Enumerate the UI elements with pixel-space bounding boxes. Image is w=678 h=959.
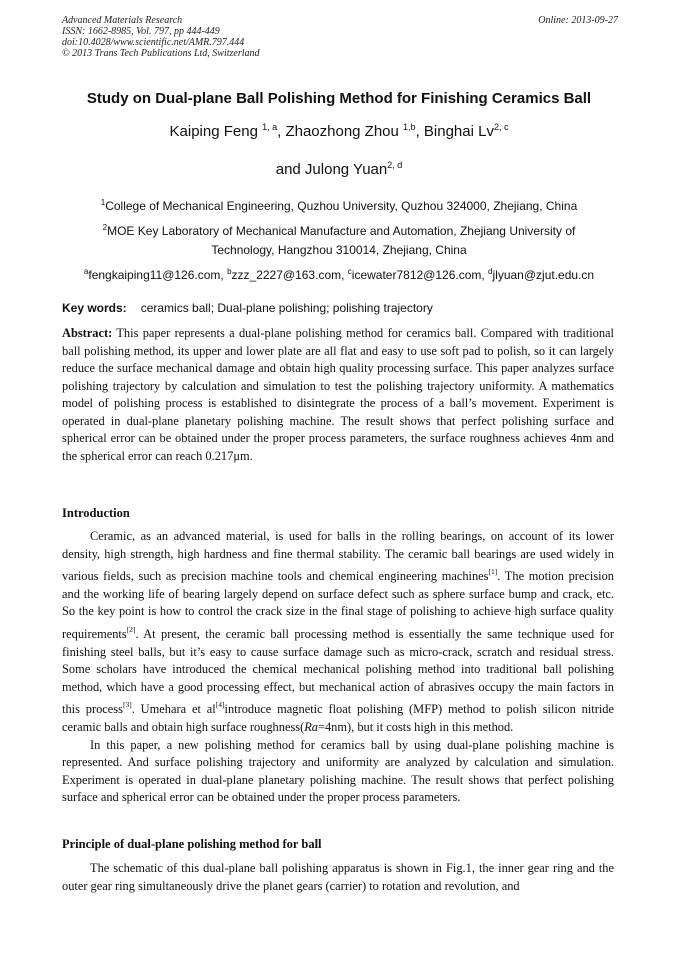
- abstract-label: Abstract:: [62, 326, 113, 340]
- email-line: [60, 262, 618, 285]
- citation[interactable]: [3]: [122, 700, 132, 710]
- paragraph: [62, 528, 614, 737]
- author-sup: 2, c: [493, 122, 509, 132]
- paper-title: Study on Dual-plane Ball Polishing Method for Finishing Ceramics Ball: [86, 90, 592, 107]
- copyright: © 2013 Trans Tech Publications Ltd, Switzerland: [62, 48, 260, 59]
- section-heading-introduction: Introduction: [62, 506, 130, 520]
- affiliation-2: [60, 218, 618, 260]
- email-sup: c: [347, 267, 352, 276]
- citation[interactable]: [2]: [126, 624, 136, 634]
- affiliation-text: College of Mechanical Engineering, Quzhou University, Quzhou 324000, Zhejiang, China: [105, 199, 578, 213]
- issn: ISSN: 1662-8985, Vol. 797, pp 444-449: [62, 26, 220, 37]
- email-link[interactable]: jlyuan@zjut.edu.cn: [492, 268, 595, 282]
- keywords: [62, 301, 433, 315]
- affiliation-1: [60, 193, 618, 216]
- text-run: . Umehara et al: [131, 702, 216, 717]
- author-name: Binghai Lv: [423, 123, 494, 140]
- author-sup: 1, a: [262, 122, 278, 132]
- author-name: Zhaozhong Zhou: [285, 123, 399, 140]
- affiliation-num: 1: [100, 198, 106, 207]
- email-sup: a: [83, 267, 89, 276]
- abstract-text: This paper represents a dual-plane polishing method for ceramics ball. Compared with traditional ball polishing method, its upper and lower plate are all flat and easy to use soft pad to polish, so it can largely reduce the surface mechanical damage and obtain high quality processing surface. This paper analyzes surface polishing trajectory by calculation and simulation to test the polishing trajectory uniformity. A mathematics model of polishing process is established to disintegrate the process of a ball’s movement. Experiment is operated in dual-plane planetary polishing machine. The result shows that perfect polishing surface and spherical error can be obtained under the proper process parameters, the surface roughness achieves 4nm and the spherical error can reach 0.217μm.: [62, 326, 615, 463]
- paragraph: The schematic of this dual-plane ball polishing apparatus is shown in Fig.1, the inner gear ring and the outer gear ring simultaneously drive the planet gears (carrier) to rotation and revolution, and: [62, 861, 614, 893]
- doi: doi:10.4028/www.scientific.net/AMR.797.444: [62, 37, 245, 48]
- text-run: =4nm), but it costs high in this method.: [318, 719, 514, 734]
- introduction-body: [62, 528, 614, 807]
- author-name: Kaiping Feng: [169, 123, 258, 140]
- email-link[interactable]: zzz_2227@163.com,: [231, 268, 348, 282]
- section-heading-principle: Principle of dual-plane polishing method for ball: [62, 837, 322, 851]
- email-link[interactable]: fengkaiping11@126.com,: [88, 268, 228, 282]
- affiliation-text: MOE Key Laboratory of Mechanical Manufacture and Automation, Zhejiang University of: [107, 224, 576, 238]
- journal-name: Advanced Materials Research: [62, 15, 183, 26]
- email-sup: b: [227, 267, 232, 276]
- author-name: and Julong Yuan: [275, 161, 388, 178]
- online-date: Online: 2013-09-27: [538, 15, 618, 26]
- affiliation-num: 2: [102, 223, 108, 232]
- keywords-label: Key words:: [62, 301, 127, 315]
- journal-header: [62, 15, 618, 59]
- text-run: . The motion precision and the working life of bearing largely depend on surface defect such as sphere surface bump and crack, etc. So the key point is how to control the crack size in the final stage of polishing to achieve high surface quality requirements: [62, 569, 614, 641]
- paragraph: In this paper, a new polishing method for ceramics ball by using dual-plane polishing machine is represented. And surface polishing trajectory and uniformity are analyzed by calculation and simulation. Experiment is operated in dual-plane planetary polishing machine. The result shows that perfect polishing surface and spherical error can be obtained under the proper process parameters.: [62, 737, 614, 805]
- text-run: Ceramic, as an advanced material, is used for balls in the rolling bearings, on account of its lower density, high strength, high hardness and fine thermal stability. The ceramic ball bearings are used widely in various fields, such as precision machine tools and chemical engineering machines: [62, 529, 614, 584]
- author-sup: 2, d: [387, 160, 403, 170]
- affiliation-text: Technology, Hangzhou 310014, Zhejiang, China: [211, 243, 467, 257]
- text-run: . At present, the ceramic ball processing method is essentially the same technique used for finishing steel balls, but it’s easy to cause surface damage such as micro-crack, scratch and residual stress. Some scholars have introduced the chemical mechanical polishing method into traditional ball polishing method, which have a good processing effect, but mechanical action of abrasives occupy the main factors in this process: [62, 626, 614, 717]
- author-line-2: [40, 160, 638, 178]
- abstract: [62, 325, 614, 465]
- email-link[interactable]: icewater7812@126.com,: [351, 268, 489, 282]
- author-line-1: Kaiping Feng $^{1, a}$, Zhaozhong Zhou $^{1,b}$, Binghai Lv$^{2, c}$: [169, 122, 509, 140]
- citation[interactable]: [1]: [488, 567, 498, 577]
- citation[interactable]: [4]: [215, 700, 225, 710]
- keywords-text: ceramics ball; Dual-plane polishing; polishing trajectory: [140, 301, 433, 315]
- author-sup: 1,b: [403, 122, 416, 132]
- symbol-ra: Ra: [304, 719, 318, 734]
- email-sup: d: [488, 267, 493, 276]
- text-run: introduce magnetic float polishing (MFP) method to polish silicon nitride ceramic balls and obtain high surface roughness(: [62, 702, 614, 734]
- principle-body: [62, 860, 614, 895]
